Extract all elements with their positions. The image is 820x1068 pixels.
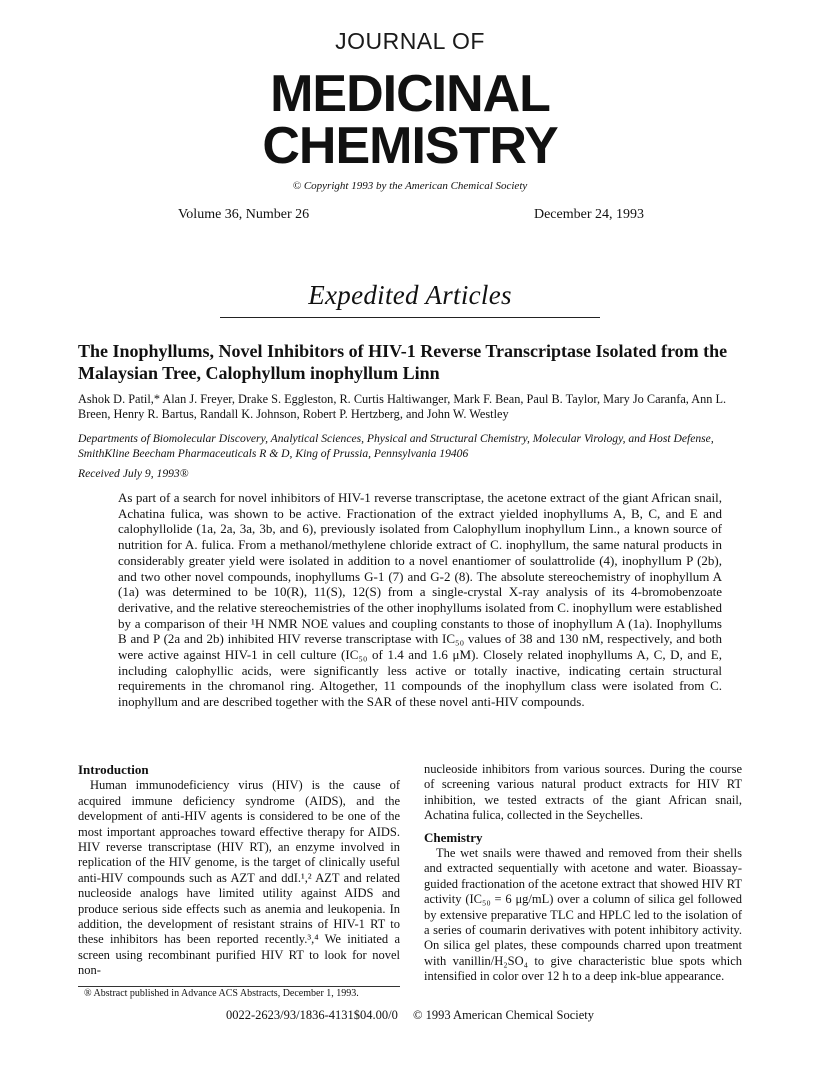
article-title: The Inophyllums, Novel Inhibitors of HIV-1 Reverse Transcriptase Isolated from the Malaysian Tree, Calophyllum inophyllum Linn [78,341,728,383]
introduction-continued: nucleoside inhibitors from various sources. During the course of screening various natural product extracts for HIV RT inhibition, we tested extracts of the giant African snail, Achatina fulica, collected in the Seychelles. [424,762,742,823]
journal-name-chemistry: CHEMISTRY [262,117,558,175]
abstract-text: As part of a search for novel inhibitors of HIV-1 reverse transcriptase, the acetone extract of the giant African snail, Achatina fulica, was shown to be active. Fractionation of the extract yielded inophyllums A, B, C, and E and calophyllolide (1a, 2a, 3a, 3b, and 6), previously isolated from Calophyllum inophyllum Linn., a known source of nutrition for A. fulica. From a methanol/methylene chloride extract of C. inophyllum, the same natural products in considerably greater yield were isolated in addition to a novel enantiomer of soulattrolide (4), inophyllum P (2b), and two other novel compounds, inophyllums G-1 (7) and G-2 (8). The absolute stereochemistry of inophyllum A (1a) was determined to be 10(R), 11(S), 12(S) from a single-crystal X-ray analysis of its 4-bromobenzoate derivative, and the relative stereochemistries of the other inophyllums isolated from C. inophyllum were established by a comparison of their ¹H NMR NOE values and coupling constants to those of inophyllum A (1a). Inophyllums B and P (2a and 2b) inhibited HIV reverse transcriptase with IC₅₀ values of 38 and 130 nM, respectively, and both were active against HIV-1 in cell culture (IC₅₀ of 1.4 and 1.6 μM). Closely related inophyllums A, C, D, and E, including calophyllic acids, were significantly less active or totally inactive, indicating certain structural requirements in the chromanol ring. Altogether, 11 compounds of the inophyllum class were isolated from C. inophyllum and are described together with the SAR of these novel anti-HIV compounds. [118,490,722,710]
footer-code: 0022-2623/93/1836-4131$04.00/0 [226,1008,398,1022]
left-column [78,762,400,979]
introduction-paragraph: Human immunodeficiency virus (HIV) is the cause of acquired immune deficiency syndrome (AIDS), and the development of anti-HIV agents is considered to be one of the most important approaches toward effective therapy for AIDS. HIV reverse transcriptase (HIV RT), an enzyme involved in replication of the HIV genome, is the target of clinically useful anti-HIV compounds such as AZT and ddI.¹,² AZT and related nucleoside analogs have limited utility against AIDS and produce serious side effects such as anemia and leukopenia. In addition, the development of resistant strains of HIV-1 RT to these inhibitors has been reported recently.³,⁴ We initiated a screen using recombinant purified HIV RT to look for novel non- [78,778,400,978]
received-date: Received July 9, 1993® [78,467,189,480]
abstract-footnote: ® Abstract published in Advance ACS Abstracts, December 1, 1993. [84,988,359,999]
chemistry-heading: Chemistry [424,829,483,845]
chemistry-paragraph: The wet snails were thawed and removed from their shells and extracted sequentially with acetone and water. Bioassay-guided fractionation of the acetone extract that showed HIV RT activity (IC₅₀ = 6 μg/mL) over a column of silica gel followed by extensive preparative TLC and HPLC led to the isolation of a series of coumarin derivatives with potent inhibitory activity. On silica gel plates, these compounds charred upon treatment with vanillin/H₂SO₄ to give characteristic blue spots which intensified in color over 12 h to a deep ink-blue appearance. [424,846,743,984]
copyright-line: © Copyright 1993 by the American Chemical Society [292,180,528,192]
footnote-rule [78,986,400,987]
introduction-heading: Introduction [78,762,149,777]
issue-date: December 24, 1993 [533,207,644,222]
journal-of-label: JOURNAL OF [335,28,485,54]
section-heading: Expedited Articles [308,280,512,310]
footer-society: © 1993 American Chemical Society [413,1008,594,1022]
section-rule [220,317,600,318]
volume-number: Volume 36, Number 26 [178,207,310,222]
right-column [424,762,742,985]
author-affiliation: Departments of Biomolecular Discovery, Analytical Sciences, Physical and Structural Chemistry, Molecular Virology, and Host Defense, SmithKline Beecham Pharmaceuticals R & D, King of Prussia, Pennsylvania 19406 [78,432,714,460]
journal-name-medicinal: MEDICINAL [270,65,550,123]
page-footer [0,1008,820,1023]
author-list: Ashok D. Patil,* Alan J. Freyer, Drake S. Eggleston, R. Curtis Haltiwanger, Mark F. Bean, Paul B. Taylor, Mary Jo Caranfa, Ann L. Breen, Henry R. Bartus, Randall K. Johnson, Robert P. Hertzberg, and John W. Westley [78,392,727,421]
